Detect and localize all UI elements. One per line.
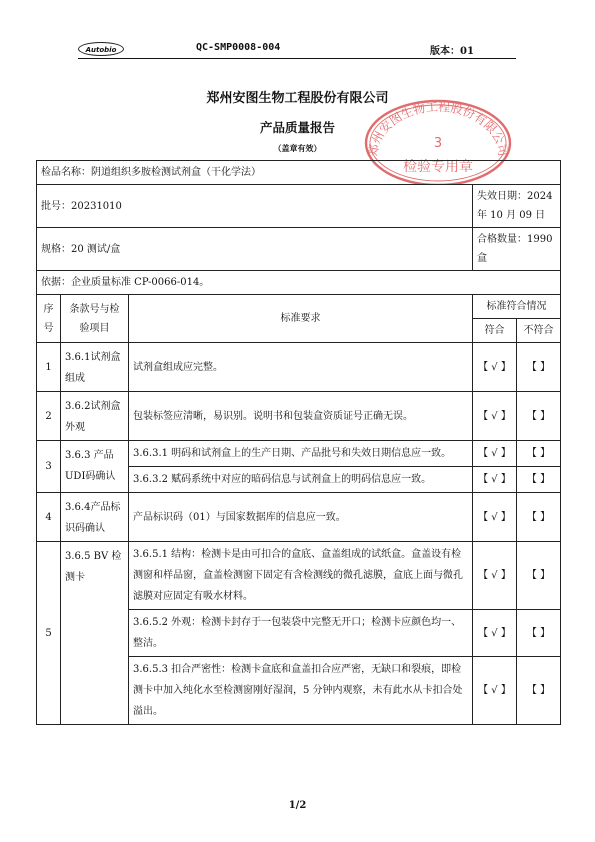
row-requirement-cell: 包装标签应清晰，易识别。说明书和包装盒资质证号正确无误。 xyxy=(129,392,473,441)
col-header-fail: 不符合 xyxy=(517,319,561,343)
row-requirement-cell: 3.6.5.2 外观：检测卡封存于一包装袋中完整无开口；检测卡应颜色均一、整洁。 xyxy=(129,610,473,657)
batch-number-cell: 批号：20231010 xyxy=(37,185,473,228)
row-requirement-cell: 3.6.5.3 扣合严密性：检测卡盒底和盒盖扣合应严密，无缺口和裂痕，即检测卡中加入纯化水至检测窗刚好湿润，5 分钟内观察，未有此水从卡扣合处溢出。 xyxy=(129,657,473,725)
row-seq-cell: 4 xyxy=(37,493,61,542)
stamp-note: （盖章有效） xyxy=(273,143,322,153)
product-name-cell: 检品名称：阴道组织多胺检测试剂盒（干化学法） xyxy=(37,161,561,185)
row-pass-check: 【 √ 】 xyxy=(473,392,517,441)
company-name: 郑州安图生物工程股份有限公司 xyxy=(206,91,389,106)
row-seq-cell: 3 xyxy=(37,441,61,493)
row-fail-check: 【 】 xyxy=(517,657,561,725)
row-seq-cell: 5 xyxy=(37,542,61,725)
row-fail-check: 【 】 xyxy=(517,343,561,392)
stamp-number: 3 xyxy=(433,136,443,151)
specification-cell: 规格：20 测试/盒 xyxy=(37,228,473,271)
table-row xyxy=(37,493,561,542)
basis-cell: 依据：企业质量标准 CP-0066-014。 xyxy=(37,271,561,295)
table-row xyxy=(37,343,561,392)
table-row xyxy=(37,542,561,610)
header-rule xyxy=(78,58,516,59)
row-pass-check: 【 √ 】 xyxy=(473,657,517,725)
document-number: QC-SMP0008-004 xyxy=(196,42,281,53)
table-row xyxy=(37,392,561,441)
row-clause-cell: 3.6.5 BV 检测卡 xyxy=(61,542,129,725)
row-seq-cell: 2 xyxy=(37,392,61,441)
report-title: 产品质量报告 xyxy=(259,120,335,135)
page-number: 1/2 xyxy=(288,800,307,811)
row-fail-check: 【 】 xyxy=(517,467,561,493)
row-pass-check: 【 √ 】 xyxy=(473,610,517,657)
version-label: 版本：01 xyxy=(430,46,474,57)
table-row xyxy=(37,441,561,467)
row-requirement-cell: 3.6.3.1 明码和试剂盒上的生产日期、产品批号和失效日期信息应一致。 xyxy=(129,441,473,467)
col-header-pass: 符合 xyxy=(473,319,517,343)
autobio-logo: Autobio xyxy=(78,42,124,56)
col-header-requirement: 标准要求 xyxy=(129,295,473,343)
col-header-conformity: 标准符合情况 xyxy=(473,295,561,319)
row-fail-check: 【 】 xyxy=(517,441,561,467)
quantity-cell: 合格数量：1990 盒 xyxy=(473,228,561,271)
row-pass-check: 【 √ 】 xyxy=(473,542,517,610)
col-header-seq: 序号 xyxy=(37,295,61,343)
row-clause-cell: 3.6.3 产品UDI码确认 xyxy=(61,441,129,493)
quality-report-table xyxy=(36,160,561,725)
row-requirement-cell: 3.6.3.2 赋码系统中对应的暗码信息与试剂盒上的明码信息应一致。 xyxy=(129,467,473,493)
row-requirement-cell: 3.6.5.1 结构：检测卡是由可扣合的盒底、盒盖组成的试纸盒。盒盖设有检测窗和样品窗，盒盖检测窗下固定有含检测线的微孔滤膜，盒底上面与微孔滤膜对应固定有吸水材料。 xyxy=(129,542,473,610)
page-header xyxy=(78,42,516,58)
row-fail-check: 【 】 xyxy=(517,493,561,542)
row-fail-check: 【 】 xyxy=(517,610,561,657)
row-fail-check: 【 】 xyxy=(517,542,561,610)
row-clause-cell: 3.6.2试剂盒外观 xyxy=(61,392,129,441)
row-pass-check: 【 √ 】 xyxy=(473,467,517,493)
row-pass-check: 【 √ 】 xyxy=(473,343,517,392)
row-clause-cell: 3.6.4产品标识码确认 xyxy=(61,493,129,542)
expiry-date-cell: 失效日期：2024 年 10 月 09 日 xyxy=(473,185,561,228)
row-seq-cell: 1 xyxy=(37,343,61,392)
col-header-clause: 条款号与检验项目 xyxy=(61,295,129,343)
row-requirement-cell: 试剂盒组成应完整。 xyxy=(129,343,473,392)
stamp-company-text: 郑州安图生物工程股份有限公司 xyxy=(365,99,511,158)
row-fail-check: 【 】 xyxy=(517,392,561,441)
stamp-label: 检验专用章 xyxy=(403,159,473,175)
row-requirement-cell: 产品标识码（01）与国家数据库的信息应一致。 xyxy=(129,493,473,542)
row-pass-check: 【 √ 】 xyxy=(473,493,517,542)
row-clause-cell: 3.6.1试剂盒组成 xyxy=(61,343,129,392)
row-pass-check: 【 √ 】 xyxy=(473,441,517,467)
